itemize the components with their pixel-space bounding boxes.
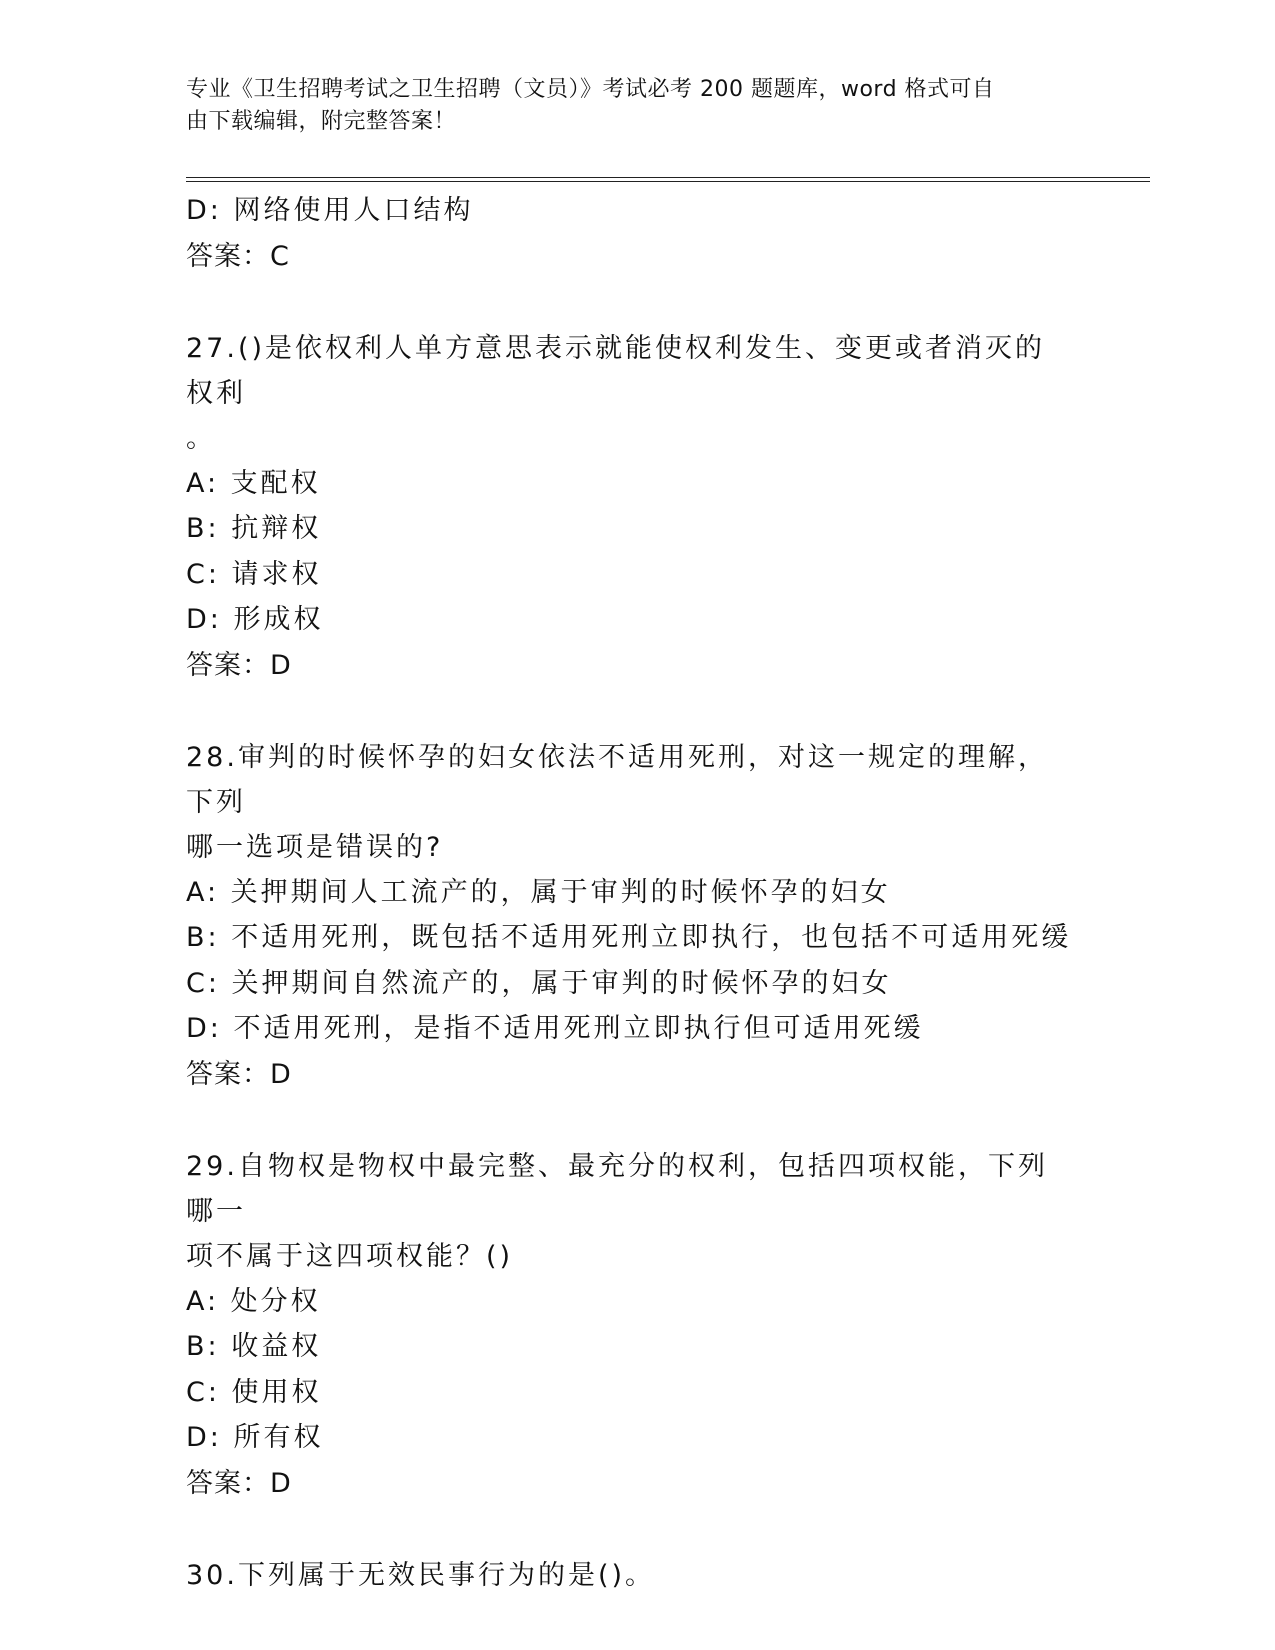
option-c: C: 使用权 xyxy=(186,1376,322,1408)
spacer xyxy=(186,688,1086,735)
option-a: A: 处分权 xyxy=(186,1285,321,1317)
option-d: D: 不适用死刑，是指不适用死刑立即执行但可适用死缓 xyxy=(186,1013,924,1044)
header-line-2: 由下载编辑，附完整答案！ xyxy=(186,109,457,134)
answer: 答案：D xyxy=(186,1467,292,1499)
question-29 xyxy=(186,1144,1086,1506)
prev-answer: 答案：C xyxy=(186,240,290,272)
option-a: A: 支配权 xyxy=(186,467,321,499)
answer: 答案：D xyxy=(186,649,292,681)
question-title-line: 30.下列属于无效民事行为的是()。 xyxy=(186,1559,656,1591)
option-c: C: 关押期间自然流产的，属于审判的时候怀孕的妇女 xyxy=(186,967,892,999)
question-title-line: 29.自物权是物权中最完整、最充分的权利，包括四项权能，下列哪一 xyxy=(186,1150,1048,1227)
header-divider-bottom xyxy=(186,181,1150,182)
question-title-line: 28.审判的时候怀孕的妇女依法不适用死刑，对这一规定的理解，下列 xyxy=(186,741,1048,818)
question-list xyxy=(186,188,1086,1598)
question-title-line: 。 xyxy=(186,422,216,454)
question-title-line: 哪一选项是错误的? xyxy=(186,831,444,863)
spacer xyxy=(186,1097,1086,1144)
option-b: B: 不适用死刑，既包括不适用死刑立即执行，也包括不可适用死缓 xyxy=(186,922,1072,953)
question-28 xyxy=(186,735,1086,1097)
document-header xyxy=(186,74,1066,138)
header-line-1: 专业《卫生招聘考试之卫生招聘（文员）》考试必考 200 题题库，word 格式可自 xyxy=(186,77,995,102)
option-b: B: 收益权 xyxy=(186,1331,322,1362)
option-b: B: 抗辩权 xyxy=(186,513,322,544)
option-d: D: 形成权 xyxy=(186,604,324,635)
answer: 答案：D xyxy=(186,1058,292,1090)
option-d: D: 所有权 xyxy=(186,1422,324,1453)
option-a: A: 关押期间人工流产的，属于审判的时候怀孕的妇女 xyxy=(186,876,891,908)
question-title-line: 项不属于这四项权能？() xyxy=(186,1240,514,1272)
question-title-line: 27.()是依权利人单方意思表示就能使权利发生、变更或者消灭的权利 xyxy=(186,332,1046,409)
spacer xyxy=(186,1506,1086,1553)
question-30 xyxy=(186,1553,1086,1598)
spacer xyxy=(186,279,1086,326)
prev-option-d: D: 网络使用人口结构 xyxy=(186,195,474,226)
option-c: C: 请求权 xyxy=(186,558,322,590)
question-27 xyxy=(186,326,1086,688)
header-divider-top xyxy=(186,177,1150,178)
